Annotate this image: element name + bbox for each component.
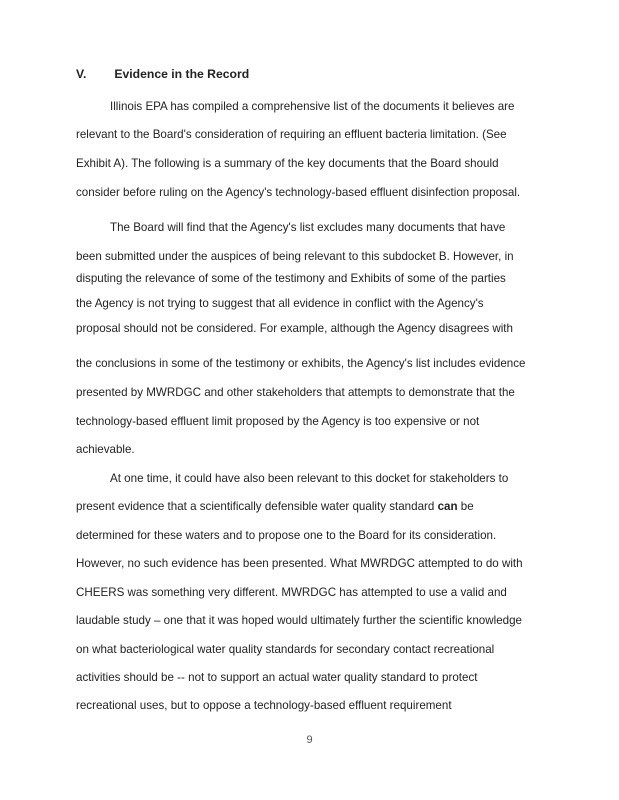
section-title: Evidence in the Record [114, 67, 250, 81]
paragraph-line: Illinois EPA has compiled a comprehensive list of the documents it believes are [110, 100, 515, 113]
paragraph-line: on what bacteriological water quality standards for secondary contact recreational [76, 643, 495, 656]
emphasized-word: can [437, 500, 458, 513]
paragraph-line: achievable. [76, 443, 135, 456]
paragraph-line: the conclusions in some of the testimony or exhibits, the Agency's list includes evidence [76, 357, 526, 370]
paragraph-line: technology-based effluent limit proposed by the Agency is too expensive or not [76, 415, 480, 428]
paragraph-line: The Board will find that the Agency's list excludes many documents that have [110, 221, 506, 234]
section-heading [76, 67, 249, 81]
line-text: be [460, 500, 474, 513]
paragraph-line: laudable study – one that it was hoped would ultimately further the scientific knowledge [76, 614, 522, 627]
paragraph-line: CHEERS was something very different. MWRDGC has attempted to use a valid and [76, 586, 507, 599]
paragraph-line: determined for these waters and to propose one to the Board for its consideration. [76, 529, 497, 542]
paragraph-line: disputing the relevance of some of the testimony and Exhibits of some of the parties [76, 272, 506, 285]
paragraph-line: been submitted under the auspices of being relevant to this subdocket B. However, in [76, 250, 514, 263]
paragraph-line: presented by MWRDGC and other stakeholders that attempts to demonstrate that the [76, 386, 515, 399]
paragraph-line: recreational uses, but to oppose a technology-based effluent requirement [76, 699, 452, 712]
page-number: 9 [306, 734, 313, 746]
paragraph-line-emphasis [76, 500, 474, 513]
paragraph-line: the Agency is not trying to suggest that all evidence in conflict with the Agency's [76, 297, 484, 310]
paragraph-line: At one time, it could have also been relevant to this docket for stakeholders to [110, 472, 509, 485]
paragraph-line: relevant to the Board's consideration of requiring an effluent bacteria limitation. (See [76, 128, 507, 141]
paragraph-line: activities should be -- not to support an actual water quality standard to protect [76, 671, 478, 684]
paragraph-line: Exhibit A). The following is a summary of the key documents that the Board should [76, 157, 499, 170]
section-number: V. [76, 67, 87, 81]
paragraph-line: consider before ruling on the Agency's technology-based effluent disinfection proposal. [76, 186, 521, 199]
line-text: present evidence that a scientifically defensible water quality standard [76, 500, 435, 513]
paragraph-line: proposal should not be considered. For example, although the Agency disagrees with [76, 322, 513, 335]
paragraph-line: However, no such evidence has been presented. What MWRDGC attempted to do with [76, 557, 523, 570]
